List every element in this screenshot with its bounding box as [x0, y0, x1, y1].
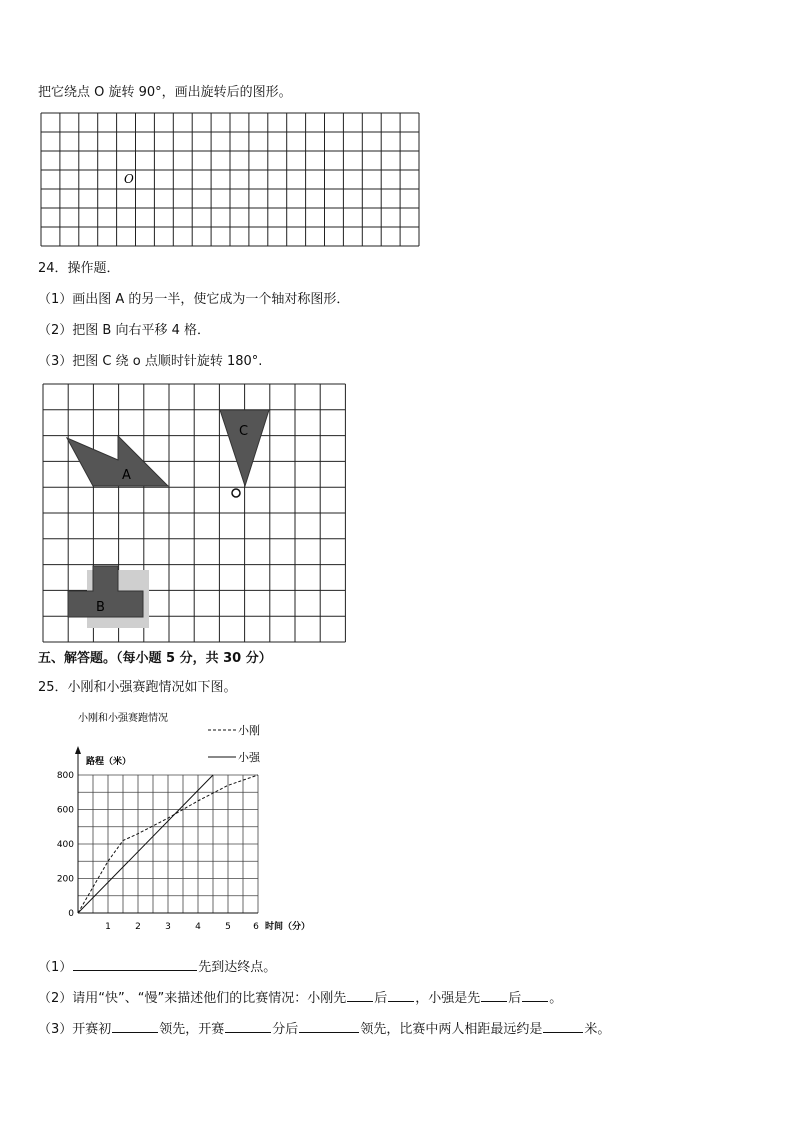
q24-item-3: （3）把图 C 绕 o 点顺时针旋转 180°.: [38, 354, 263, 369]
legend-xiaoqiang: 小强: [238, 751, 260, 764]
y-tick-label: 400: [56, 840, 74, 850]
shape-b-label: B: [96, 600, 105, 615]
q25-1: [38, 958, 276, 976]
q25-title: 25．小刚和小强赛跑情况如下图。: [38, 680, 237, 695]
section-5-heading: 五、解答题。（每小题 5 分，共 30 分）: [38, 651, 272, 666]
x-tick-label: 4: [195, 922, 201, 932]
q25-3-mid3: 领先，比赛中两人相距最远约是: [360, 1022, 543, 1037]
q24-title: 24．操作题．: [38, 261, 120, 276]
chart-title: 小刚和小强赛跑情况: [78, 713, 168, 724]
q25-3-mid1: 领先，开赛: [159, 1022, 225, 1037]
chart-y-ticks: [57, 771, 74, 919]
y-tick-label: 600: [56, 805, 74, 816]
q25-3-end: 米。: [584, 1022, 611, 1037]
shape-a-label: A: [122, 468, 131, 483]
q25-2: [38, 989, 562, 1007]
shape-c-label: C: [239, 424, 249, 439]
x-tick-label: 1: [105, 922, 111, 932]
x-tick-label: 6: [253, 922, 259, 932]
chart-x-ticks: [105, 922, 259, 932]
y-tick-label: 200: [56, 874, 74, 885]
q24-item-2: （2）把图 B 向右平移 4 格．: [38, 323, 210, 338]
q25-2-blank-2[interactable]: [388, 989, 414, 1002]
chart-grid: [78, 775, 258, 913]
q25-2-blank-4[interactable]: [522, 989, 548, 1002]
q25-3-blank-1[interactable]: [112, 1020, 158, 1033]
legend-xiaogang: 小刚: [238, 724, 260, 737]
q25-2-mid3: 后: [508, 991, 522, 1006]
q25-1-blank[interactable]: [73, 958, 197, 971]
q25-3: [38, 1020, 610, 1038]
q25-1-post: 先到达终点。: [198, 960, 277, 975]
q25-2-pre: （2）请用“快”、“慢”来描述他们的比赛情况：小刚先: [38, 991, 347, 1006]
q24-item-1: （1）画出图 A 的另一半，使它成为一个轴对称图形．: [38, 292, 350, 307]
q25-3-mid2: 分后: [272, 1022, 299, 1037]
q25-3-pre: （3）开赛初: [38, 1022, 112, 1037]
y-tick-label: 0: [68, 909, 74, 919]
q25-2-end: 。: [549, 991, 563, 1006]
q25-1-pre: （1）: [38, 960, 73, 975]
chart-xlabel: 时间（分）: [265, 922, 311, 932]
point-o-label: O: [124, 172, 134, 186]
chart-ylabel: 路程（米）: [86, 757, 132, 767]
q25-2-blank-1[interactable]: [347, 989, 373, 1002]
q25-2-mid1: 后: [374, 991, 388, 1006]
x-tick-label: 2: [135, 922, 141, 932]
y-axis-arrow: [75, 746, 81, 754]
q25-3-blank-3[interactable]: [299, 1020, 359, 1033]
q25-3-blank-2[interactable]: [225, 1020, 271, 1033]
rotate-instruction: 把它绕点 O 旋转 90°，画出旋转后的图形。: [38, 85, 292, 100]
x-tick-label: 5: [225, 922, 231, 932]
q25-2-mid2: ，小强是先: [415, 991, 481, 1006]
q25-3-blank-4[interactable]: [543, 1020, 583, 1033]
y-tick-label: 800: [56, 771, 74, 781]
x-tick-label: 3: [165, 922, 171, 932]
q25-2-blank-3[interactable]: [481, 989, 507, 1002]
